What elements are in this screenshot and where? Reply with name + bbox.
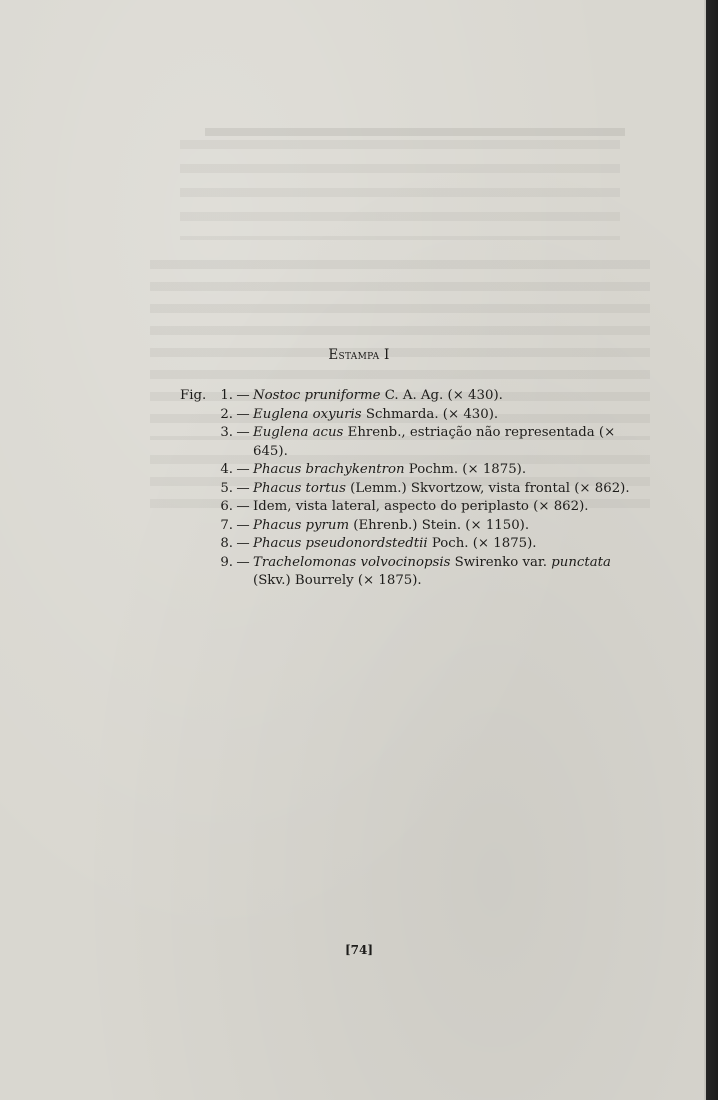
bleed-through-text — [205, 120, 625, 136]
caption-detail: Schmarda. (× 430). — [361, 406, 499, 422]
caption-dash: — — [236, 536, 250, 551]
plate-title: Estampa I — [328, 347, 390, 363]
taxon-name: Phacus tortus — [253, 480, 346, 496]
caption-number: 2. — [220, 406, 233, 422]
caption-text — [253, 535, 640, 554]
caption-text — [253, 406, 640, 425]
bleed-through-block-head — [180, 140, 620, 240]
caption-detail: Poch. (× 1875). — [427, 536, 537, 551]
caption-detail: Pochm. (× 1875). — [404, 462, 527, 477]
caption-dash: — — [236, 499, 250, 514]
caption-detail: (Lemm.) Skvortzow, vista frontal (× 862). — [345, 480, 630, 496]
taxon-name: Euglena acus — [253, 425, 344, 440]
caption-text — [253, 517, 640, 536]
figure-caption — [180, 535, 640, 554]
caption-number: 7. — [220, 517, 233, 533]
figure-caption — [180, 498, 640, 517]
taxon-name: Nostoc pruniforme — [253, 388, 381, 403]
caption-dash: — — [236, 554, 250, 570]
taxon-name: Phacus pseudonordstedtii — [253, 536, 428, 551]
caption-text — [253, 554, 640, 591]
caption-text — [253, 498, 640, 517]
caption-number: 9. — [220, 554, 233, 570]
caption-dash: — — [236, 462, 250, 477]
caption-detail: Swirenko var. — [450, 554, 552, 570]
figure-caption — [180, 480, 640, 499]
figure-caption — [180, 517, 640, 536]
caption-detail: Ehrenb., estriação não representada (× 645). — [253, 425, 616, 459]
taxon-name: punctata — [551, 554, 611, 570]
page-number: [74] — [344, 943, 374, 957]
caption-number: 3. — [220, 425, 233, 440]
taxon-name: Phacus brachykentron — [253, 462, 405, 477]
taxon-name: Phacus pyrum — [253, 517, 350, 533]
caption-detail: Idem, vista lateral, aspecto do periplasto (× 862). — [253, 499, 589, 514]
caption-detail: C. A. Ag. (× 430). — [380, 388, 503, 403]
caption-number: 1. — [220, 388, 233, 403]
caption-text — [253, 480, 640, 499]
caption-number: 8. — [220, 536, 233, 551]
figure-caption — [180, 554, 640, 591]
figure-caption — [180, 424, 640, 461]
caption-dash: — — [236, 406, 250, 422]
caption-number: 6. — [220, 499, 233, 514]
caption-text — [253, 424, 640, 461]
caption-fig-prefix: Fig. — [180, 388, 207, 403]
figure-caption — [180, 387, 640, 406]
caption-dash: — — [236, 480, 250, 496]
figure-caption — [180, 461, 640, 480]
figure-caption — [180, 406, 640, 425]
caption-number: 4. — [220, 462, 233, 477]
taxon-name: Euglena oxyuris — [253, 406, 362, 422]
caption-dash: — — [236, 425, 250, 440]
caption-text — [253, 461, 640, 480]
taxon-name: Trachelomonas volvocinopsis — [253, 554, 451, 570]
figure-caption-list — [180, 387, 640, 591]
caption-number: 5. — [220, 480, 233, 496]
caption-dash: — — [236, 388, 250, 403]
caption-detail: (Skv.) Bourrely (× 1875). — [253, 573, 422, 588]
caption-dash: — — [236, 517, 250, 533]
caption-text — [253, 387, 640, 406]
page-edge-shadow — [704, 0, 718, 1100]
caption-detail: (Ehrenb.) Stein. (× 1150). — [349, 517, 530, 533]
